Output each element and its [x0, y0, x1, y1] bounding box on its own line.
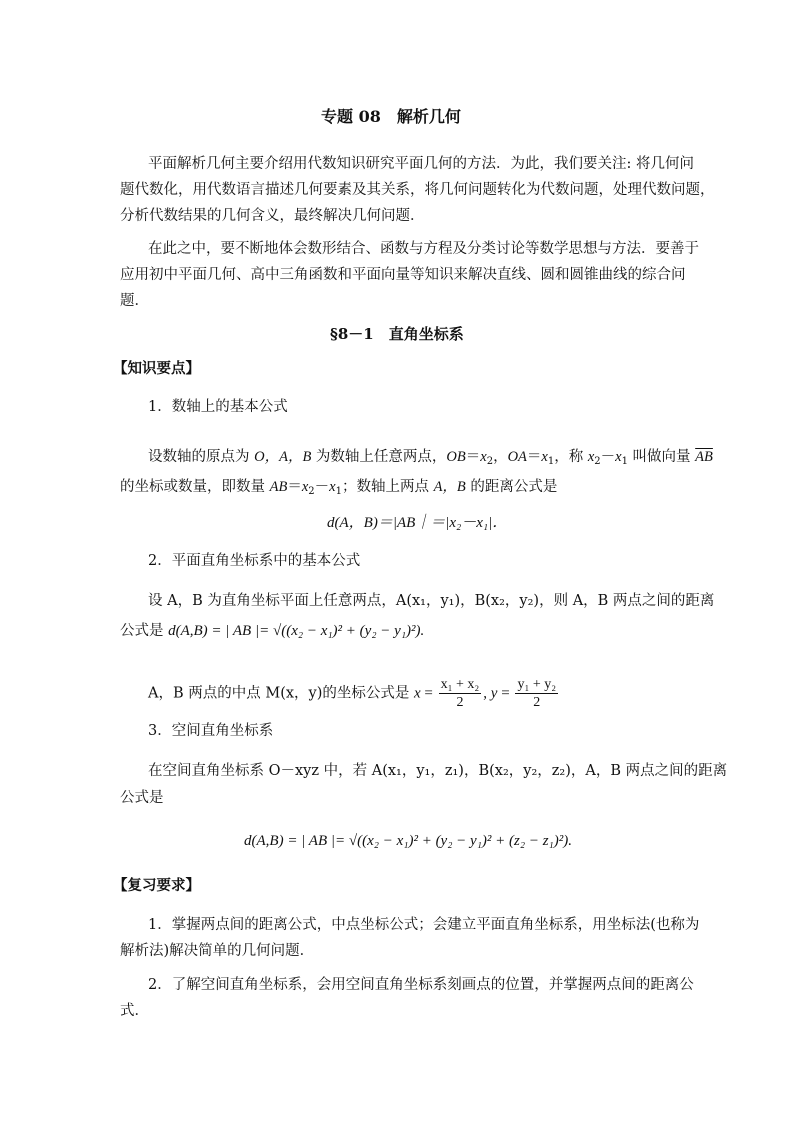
vector-ab: $\overline{AB}$ — [695, 449, 713, 465]
item2-line-2: 公式是 d(A,B) = | AB |= √((x₂ − x₁)² + (y₂ − y₁)²). — [120, 623, 425, 639]
item2-distance-formula: d(A,B) = | AB |= √((x₂ − x₁)² + (y₂ − y₁)²). — [168, 623, 425, 639]
intro-paragraph-2-line-1: 在此之中，要不断地体会数形结合、函数与方程及分类讨论等数学思想与方法．要善于 — [148, 241, 699, 257]
item3-line-2: 公式是 — [120, 790, 164, 806]
item2-line-1: 设 A，B 为直角坐标平面上任意两点，A(x₁，y₁)，B(x₂，y₂)，则 A，B 两点之间的距离 — [148, 593, 715, 609]
item2-midpoint-line: A，B 两点的中点 M(x，y)的坐标公式是 x = $\frac{\text{x₁ + x₂}}{2}$ , y = $\frac{\text{y₁ + y₂}}{2}$ — [148, 677, 557, 710]
intro-paragraph-1-line-2: 题代数化，用代数语言描述几何要素及其关系，将几何问题转化为代数问题，处理代数问题， — [120, 182, 715, 198]
page-title: 专题 08 解析几何 — [321, 107, 461, 126]
item3-line-1: 在空间直角坐标系 O－xyz 中，若 A(x₁，y₁，z₁)，B(x₂，y₂，z₂)，A，B 两点之间的距离 — [148, 763, 728, 779]
review-item2-line-2: 式． — [120, 1003, 149, 1019]
item3-distance-formula: d(A,B) = | AB |= √((x₂ − x₁)² + (y₂ − y₁)² + (z₂ − z₁)²). — [244, 833, 573, 849]
knowledge-header: 【知识要点】 — [113, 360, 200, 377]
section-heading: §8－1 直角坐标系 — [330, 325, 464, 343]
item1-distance-formula: d(A，B)＝|AB｜＝|x₂－x₁|． — [327, 515, 508, 531]
midpoint-x-fraction: $\frac{\text{x₁ + x₂}}{2}$ — [440, 677, 480, 710]
intro-paragraph-2-line-2: 应用初中平面几何、高中三角函数和平面向量等知识来解决直线、圆和圆锥曲线的综合问 — [120, 267, 686, 283]
intro-paragraph-2-line-3: 题． — [120, 293, 149, 309]
review-header: 【复习要求】 — [113, 877, 200, 894]
item1-heading: 1．数轴上的基本公式 — [148, 399, 288, 415]
review-item2-line-1: 2．了解空间直角坐标系，会用空间直角坐标系刻画点的位置，并掌握两点间的距离公 — [148, 977, 694, 993]
item1-line-1: 设数轴的原点为 O，A，B 为数轴上任意两点，$OB=x_2$，$OA=x_1$，称 $x_2-x_1$ 叫做向量 $\overline{AB}$ — [148, 449, 713, 467]
item3-heading: 3．空间直角坐标系 — [148, 723, 274, 739]
item2-heading: 2．平面直角坐标系中的基本公式 — [148, 553, 361, 569]
intro-paragraph-1-line-1: 平面解析几何主要介绍用代数知识研究平面几何的方法．为此，我们要关注: 将几何问 — [148, 156, 694, 172]
review-item1-line-1: 1．掌握两点间的距离公式，中点坐标公式；会建立平面直角坐标系，用坐标法(也称为 — [148, 917, 700, 933]
intro-paragraph-1-line-3: 分析代数结果的几何含义，最终解决几何问题． — [120, 208, 425, 224]
item1-line-2: 的坐标或数量，即数量 $AB=x_2-x_1$；数轴上两点 A，B 的距离公式是 — [120, 479, 558, 497]
midpoint-y-fraction: $\frac{\text{y₁ + y₂}}{2}$ — [517, 677, 557, 710]
review-item1-line-2: 解析法)解决简单的几何问题． — [120, 943, 315, 959]
